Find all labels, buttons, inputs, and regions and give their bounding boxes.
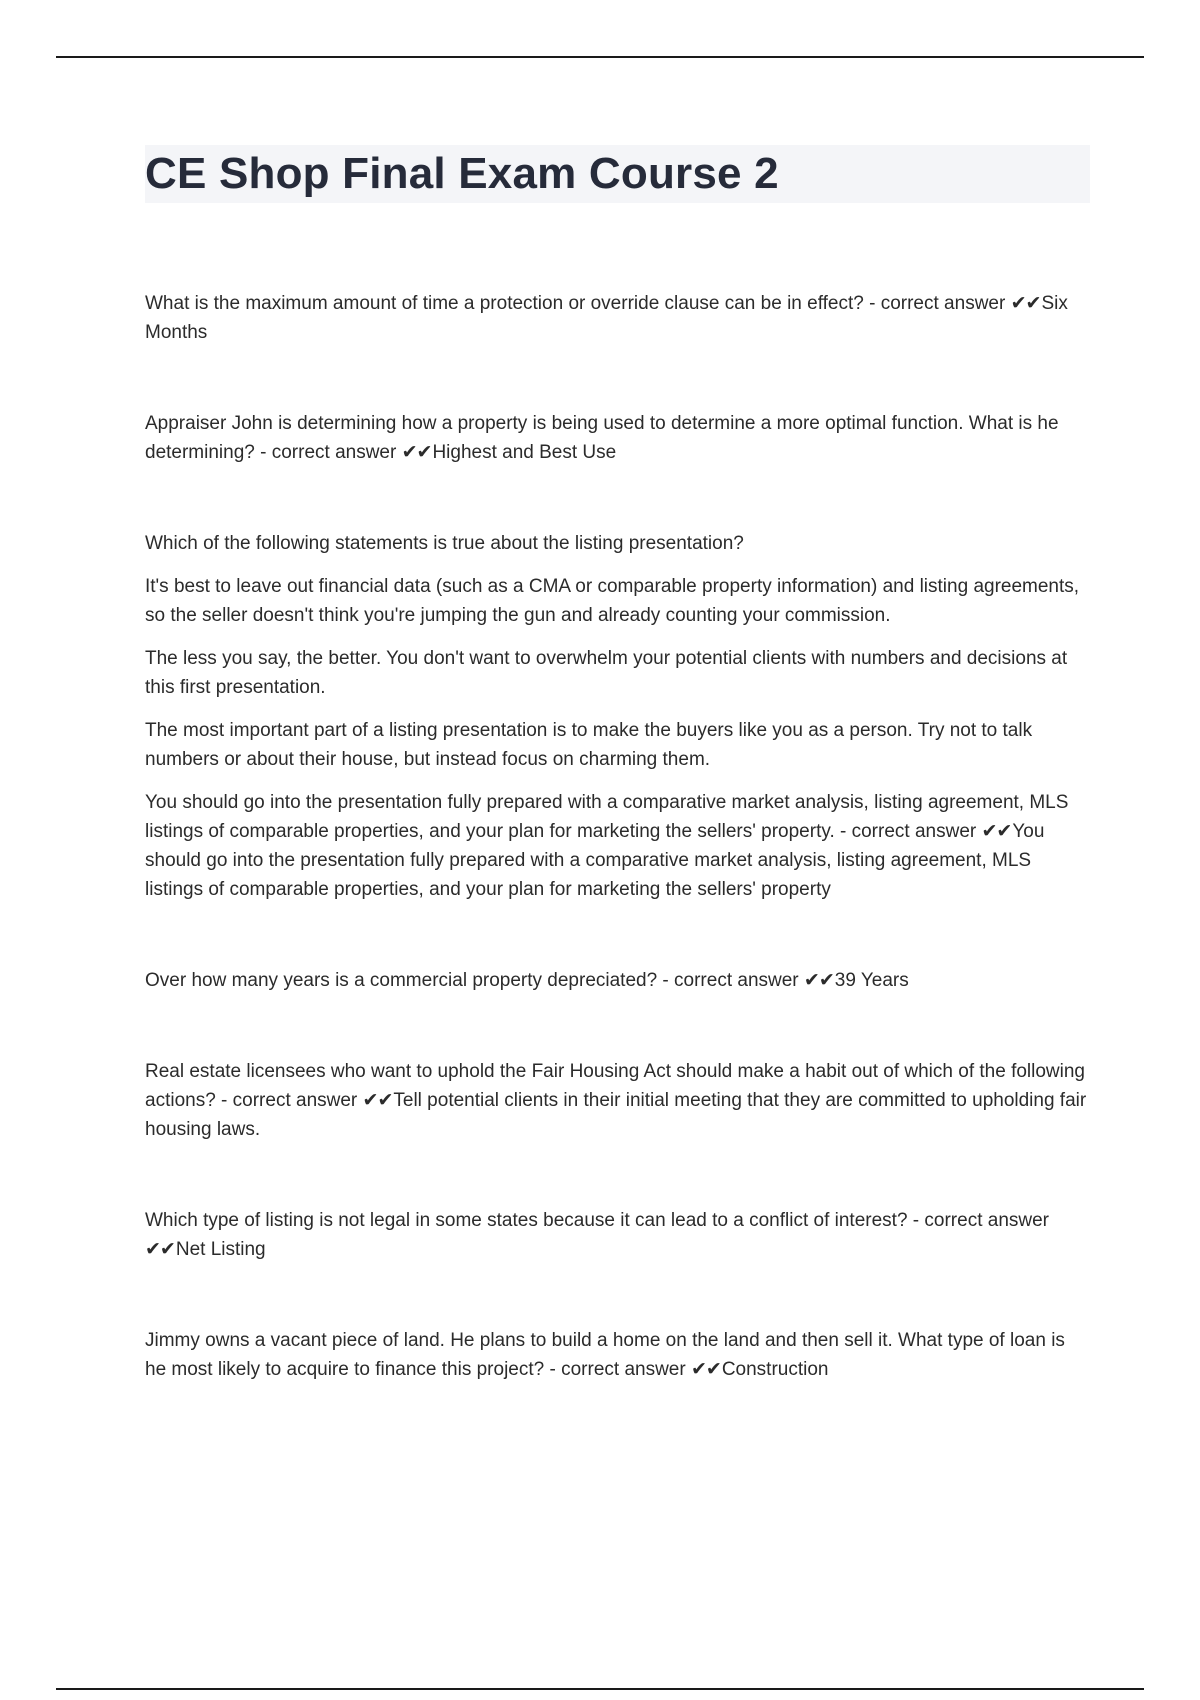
page-content bbox=[145, 145, 1090, 1446]
qa-text bbox=[145, 1206, 1090, 1264]
answer-text: 39 Years bbox=[834, 970, 909, 991]
qa-item bbox=[145, 1057, 1090, 1144]
question-text: Jimmy owns a vacant piece of land. He plans to build a home on the land and then sell it. What type of loan is he most likely to acquire to finance this project? bbox=[145, 1330, 1065, 1380]
qa-text bbox=[145, 788, 1090, 904]
qa-item bbox=[145, 1206, 1090, 1264]
check-marks-icon: ✔✔ bbox=[401, 442, 432, 463]
answer-prefix: - correct answer bbox=[907, 1210, 1049, 1231]
answer-prefix: - correct answer bbox=[657, 970, 804, 991]
question-text: Over how many years is a commercial property depreciated? bbox=[145, 970, 658, 991]
top-rule bbox=[56, 56, 1144, 58]
answer-text: Net Listing bbox=[175, 1239, 266, 1260]
check-marks-icon: ✔✔ bbox=[1010, 293, 1041, 314]
document-title: CE Shop Final Exam Course 2 bbox=[145, 149, 779, 198]
qa-text bbox=[145, 289, 1090, 347]
answer-prefix: - correct answer bbox=[863, 293, 1011, 314]
question-text: What is the maximum amount of time a protection or override clause can be in effect? bbox=[145, 293, 864, 314]
option-text: You should go into the presentation fully prepared with a comparative market analysis, listing agreement, MLS listings of comparable properties, and your plan for marketing the sellers' property. bbox=[145, 792, 1069, 842]
answer-text: You should go into the presentation fully prepared with a comparative market analysis, listing agreement, MLS listings of comparable properties, and your plan for marketing the sellers' property bbox=[145, 821, 1045, 900]
question-text: Appraiser John is determining how a property is being used to determine a more optimal function. What is he determining? bbox=[145, 413, 1059, 463]
qa-item bbox=[145, 529, 1090, 904]
option-text: The most important part of a listing presentation is to make the buyers like you as a person. Try not to talk numbers or about their house, but instead focus on charming them. bbox=[145, 720, 1033, 770]
question-text: Which type of listing is not legal in some states because it can lead to a conflict of interest? bbox=[145, 1210, 908, 1231]
check-marks-icon: ✔✔ bbox=[145, 1239, 175, 1260]
check-marks-icon: ✔✔ bbox=[981, 821, 1012, 842]
qa-item bbox=[145, 409, 1090, 467]
answer-prefix: - correct answer bbox=[834, 821, 982, 842]
option-text: It's best to leave out financial data (such as a CMA or comparable property information) and listing agreements, so the seller doesn't think you're jumping the gun and already counting your commission. bbox=[145, 576, 1080, 626]
answer-prefix: - correct answer bbox=[254, 442, 402, 463]
qa-text bbox=[145, 1326, 1090, 1384]
answer-text: Construction bbox=[721, 1359, 829, 1380]
qa-item bbox=[145, 966, 1090, 995]
qa-item bbox=[145, 1326, 1090, 1384]
answer-text: Highest and Best Use bbox=[432, 442, 617, 463]
question-text: Which of the following statements is true about the listing presentation? bbox=[145, 533, 744, 554]
qa-text bbox=[145, 966, 1090, 995]
title-band bbox=[145, 145, 1090, 203]
check-marks-icon: ✔✔ bbox=[803, 970, 834, 991]
check-marks-icon: ✔✔ bbox=[362, 1090, 393, 1111]
check-marks-icon: ✔✔ bbox=[690, 1359, 721, 1380]
bottom-rule bbox=[56, 1688, 1144, 1690]
qa-text bbox=[145, 409, 1090, 467]
qa-list bbox=[145, 289, 1090, 1384]
answer-text: Six Months bbox=[145, 293, 1068, 343]
answer-prefix: - correct answer bbox=[544, 1359, 691, 1380]
question-text: Real estate licensees who want to uphold the Fair Housing Act should make a habit out of which of the following actions? bbox=[145, 1061, 1085, 1111]
answer-text: Tell potential clients in their initial meeting that they are committed to upholding fair housing laws. bbox=[145, 1090, 1087, 1140]
qa-text bbox=[145, 1057, 1090, 1144]
option-text: The less you say, the better. You don't want to overwhelm your potential clients with numbers and decisions at this first presentation. bbox=[145, 648, 1068, 698]
qa-item bbox=[145, 289, 1090, 347]
answer-prefix: - correct answer bbox=[215, 1090, 363, 1111]
